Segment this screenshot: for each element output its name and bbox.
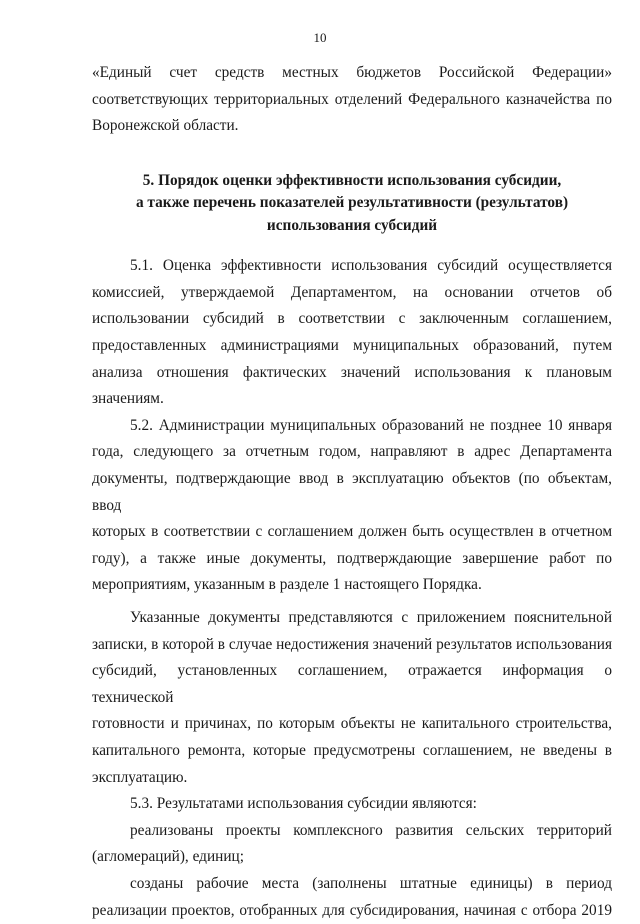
paragraph-line: капитального ремонта, которые предусмотрены соглашением, не введены в [92, 741, 612, 759]
intro-paragraph [92, 60, 612, 140]
paragraph-line: Указанные документы представляются с приложением пояснительной [130, 609, 612, 626]
paragraph-line: реализации проектов, отобранных для субсидирования, начиная с отбора 2019 [92, 901, 612, 919]
paragraph-5-2 [92, 413, 612, 599]
paragraph-line: (агломераций), единиц; [92, 848, 244, 866]
paragraph-line: года, следующего за отчетным годом, направляют в адрес Департамента [92, 443, 612, 461]
paragraph-documents [92, 605, 612, 791]
section-heading-line: использования субсидий [266, 216, 438, 234]
paragraph-line: реализованы проекты комплексного развития сельских территорий [130, 821, 612, 839]
paragraph-5-3 [92, 791, 612, 818]
paragraph-line: анализа отношения фактических значений использования к плановым [92, 363, 612, 381]
paragraph-line: документы, подтверждающие ввод в эксплуатацию объектов (по объектам, ввод [92, 470, 612, 514]
paragraph-5-1 [92, 253, 612, 413]
section-heading-line: а также перечень показателей результативности (результатов) [135, 194, 569, 212]
paragraph-line: мероприятиям, указанным в разделе 1 настоящего Порядка. [92, 576, 482, 594]
section-heading [92, 170, 612, 238]
paragraph-line: готовности и причинах, по которым объекты не капитального строительства, [92, 715, 612, 733]
paragraph-line: субсидий, установленных соглашением, отражается информация о технической [92, 662, 612, 706]
paragraph-line: созданы рабочие места (заполнены штатные единицы) в период [130, 874, 612, 892]
paragraph-line: комиссией, утверждаемой Департаментом, на основании отчетов об [92, 283, 612, 301]
paragraph-line: использовании субсидий в соответствии с заключенным соглашением, [92, 310, 612, 328]
paragraph-line: 5.3. Результатами использования субсидии являются: [130, 795, 477, 813]
paragraph-line: 5.2. Администрации муниципальных образований не позднее 10 января [130, 416, 612, 434]
result-item-projects [92, 818, 612, 871]
intro-line: «Единый счет средств местных бюджетов Российской Федерации» [92, 64, 612, 81]
paragraph-line: значениям. [92, 390, 164, 408]
paragraph-line: 5.1. Оценка эффективности использования субсидий осуществляется [130, 257, 612, 275]
paragraph-line: которых в соответствии с соглашением должен быть осуществлен в отчетном [92, 523, 612, 541]
paragraph-line: эксплуатацию. [92, 768, 188, 786]
intro-line: соответствующих территориальных отделений Федерального казначейства по [92, 90, 612, 108]
page-number: 10 [313, 30, 327, 45]
paragraph-line: предоставленных администрациями муниципальных образований, путем [92, 337, 612, 355]
section-heading-line: 5. Порядок оценки эффективности использования субсидии, [142, 171, 562, 189]
paragraph-line: записки, в которой в случае недостижения значений результатов использования [92, 635, 612, 653]
paragraph-line: году), а также иные документы, подтверждающие завершение работ по [92, 549, 612, 567]
page-content [92, 60, 612, 924]
intro-line: Воронежской области. [92, 117, 239, 135]
result-item-jobs [92, 871, 612, 924]
